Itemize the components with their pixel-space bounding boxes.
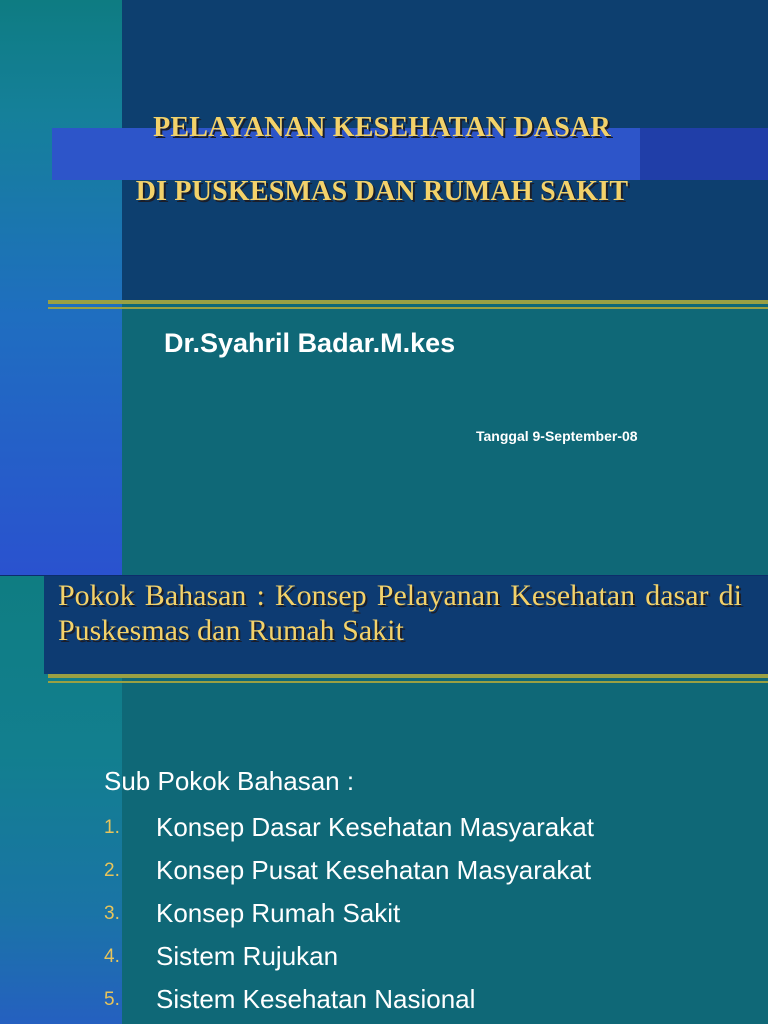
list-item-number: 1. <box>104 816 120 838</box>
slide-title-line-2: DI PUSKESMAS DAN RUMAH SAKIT <box>135 176 629 207</box>
list-item-number: 2. <box>104 859 120 881</box>
divider-rule-thin <box>48 307 768 309</box>
list-item <box>104 849 594 892</box>
list-item-text: Konsep Pusat Kesehatan Masyarakat <box>156 855 592 885</box>
presentation-date: Tanggal 9-September-08 <box>476 428 638 444</box>
list-item <box>104 978 594 1021</box>
divider-rule-thin <box>48 681 768 683</box>
list-item <box>104 935 594 978</box>
author-name: Dr.Syahril Badar.M.kes <box>164 328 456 358</box>
list-item-text: Konsep Dasar Kesehatan Masyarakat <box>156 812 594 842</box>
sub-topic-list <box>104 806 594 1021</box>
list-item-number: 4. <box>104 945 120 967</box>
divider-rule <box>48 300 768 304</box>
slide-2 <box>0 576 768 1024</box>
list-item <box>104 892 594 935</box>
list-item-text: Konsep Rumah Sakit <box>156 898 401 928</box>
sub-topic-title: Sub Pokok Bahasan : <box>104 766 355 796</box>
slide-1-left-panel <box>0 0 122 575</box>
list-item-text: Sistem Kesehatan Nasional <box>156 984 476 1014</box>
slide-2-heading: Pokok Bahasan : Konsep Pelayanan Kesehatan dasar di Puskesmas dan Rumah Sakit <box>58 579 742 647</box>
list-item-number: 5. <box>104 988 120 1010</box>
divider-rule <box>48 674 768 678</box>
list-item-text: Sistem Rujukan <box>156 941 339 971</box>
list-item <box>104 806 594 849</box>
list-item-number: 3. <box>104 902 120 924</box>
slide-title-line-1: PELAYANAN KESEHATAN DASAR <box>153 112 611 143</box>
